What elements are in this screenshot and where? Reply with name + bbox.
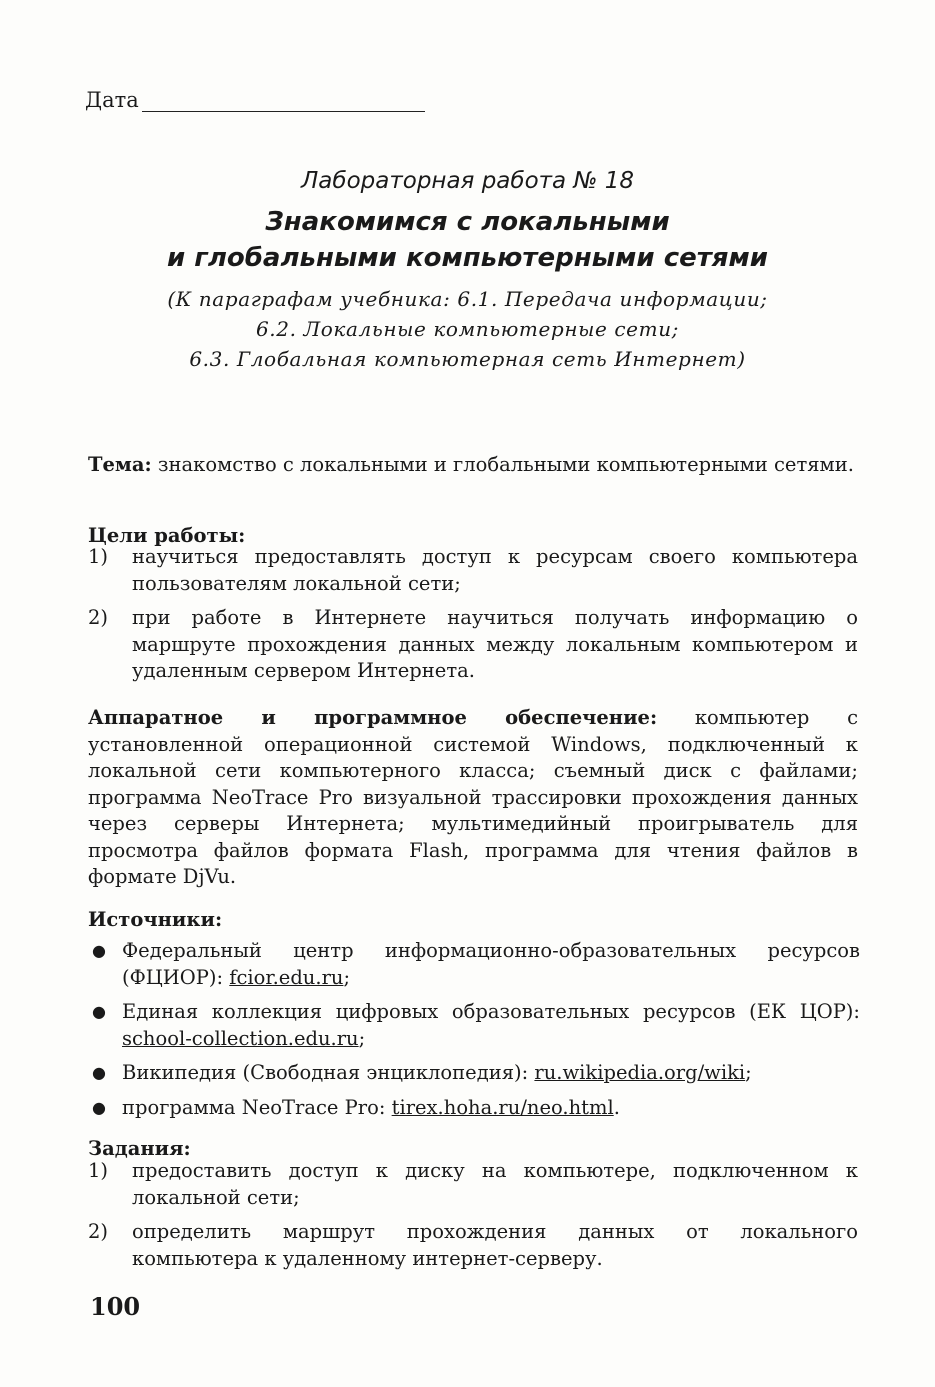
task-item [88,1219,858,1272]
source-link[interactable]: fcior.edu.ru [229,965,344,989]
goals-list [88,544,858,693]
lab-title [0,204,935,276]
source-punctuation: ; [745,1061,752,1084]
goal-item [88,605,858,685]
source-text [122,1095,860,1122]
tasks-list [88,1158,858,1280]
source-item [92,1060,860,1087]
page-number: 100 [90,1292,141,1321]
topic-label: Тема: [88,453,152,476]
bullet-icon: ● [92,1002,106,1021]
task-item-number: 2) [88,1220,109,1243]
task-item-text: определить маршрут прохождения данных от локального компьютера к удаленному интернет-серверу. [132,1220,858,1270]
date-blank-line [142,93,425,112]
source-description: Википедия (Свободная энциклопедия): [122,1061,535,1084]
source-description: Федеральный центр информационно-образовательных ресурсов (ФЦИОР): [122,939,860,989]
date-label: Дата [85,88,139,112]
source-punctuation: ; [358,1026,366,1050]
goal-item-text: при работе в Интернете научиться получать информацию о маршруте прохождения данных между локальным компьютером и удаленным сервером Интернета. [132,606,858,682]
bullet-icon: ● [92,1063,106,1082]
task-item-text: предоставить доступ к диску на компьютере, подключенном к локальной сети; [132,1159,858,1209]
tasks-heading: Задания: [88,1137,191,1160]
goal-item-number: 2) [88,606,109,629]
source-link[interactable]: tirex.hoha.ru/neo.html [391,1095,614,1119]
lab-number: Лабораторная работа № 18 [301,168,634,194]
hardware-paragraph [88,705,858,891]
source-description: Единая коллекция цифровых образовательных ресурсов (ЕК ЦОР): [122,1000,860,1023]
source-description: программа NeoTrace Pro: [122,1095,392,1119]
reference-line-2: 6.2. Локальные компьютерные сети; [255,317,680,341]
reference-line-3: 6.3. Глобальная компьютерная сеть Интернет) [189,347,746,371]
source-text [122,1060,860,1087]
sources-list [92,938,860,1129]
topic-text: знакомство с локальными и глобальными компьютерными сетями. [151,453,854,476]
goals-heading: Цели работы: [88,524,246,547]
source-link[interactable]: school-collection.edu.ru [122,1026,359,1050]
source-link[interactable]: ru.wikipedia.org/wiki [534,1061,746,1084]
topic-paragraph [88,452,858,479]
source-text [122,938,860,991]
bullet-icon: ● [92,1097,106,1117]
source-punctuation: ; [343,965,351,989]
task-item-number: 1) [88,1159,109,1182]
bullet-icon: ● [92,941,106,960]
source-item [92,938,860,991]
textbook-references [0,284,935,374]
source-item [92,999,860,1052]
reference-line-1: (К параграфам учебника: 6.1. Передача информации; [167,287,768,311]
goal-item [88,544,858,597]
goal-item-number: 1) [88,545,109,568]
task-item [88,1158,858,1211]
source-item [92,1095,860,1122]
source-punctuation: . [613,1095,620,1119]
hardware-text: компьютер с установленной операционной системой Windows, подключенный к локальной сети компьютерного класса; съемный диск с файлами; программа NeoTrace Pro визуальной трассировки прохождения данных через серверы Интернета; мультимедийный проигрыватель для просмотра файлов формата Flash, программа для чтения файлов в формате DjVu. [88,706,858,888]
goal-item-text: научиться предоставлять доступ к ресурсам своего компьютера пользователям локальной сети; [132,545,858,595]
sources-heading: Источники: [88,908,223,931]
date-field [85,88,425,112]
hardware-label: Аппаратное и программное обеспечение: [88,706,658,729]
lab-title-line-2: и глобальными компьютерными сетями [167,243,768,273]
lab-title-line-1: Знакомимся с локальными [265,207,670,237]
source-text [122,999,860,1052]
